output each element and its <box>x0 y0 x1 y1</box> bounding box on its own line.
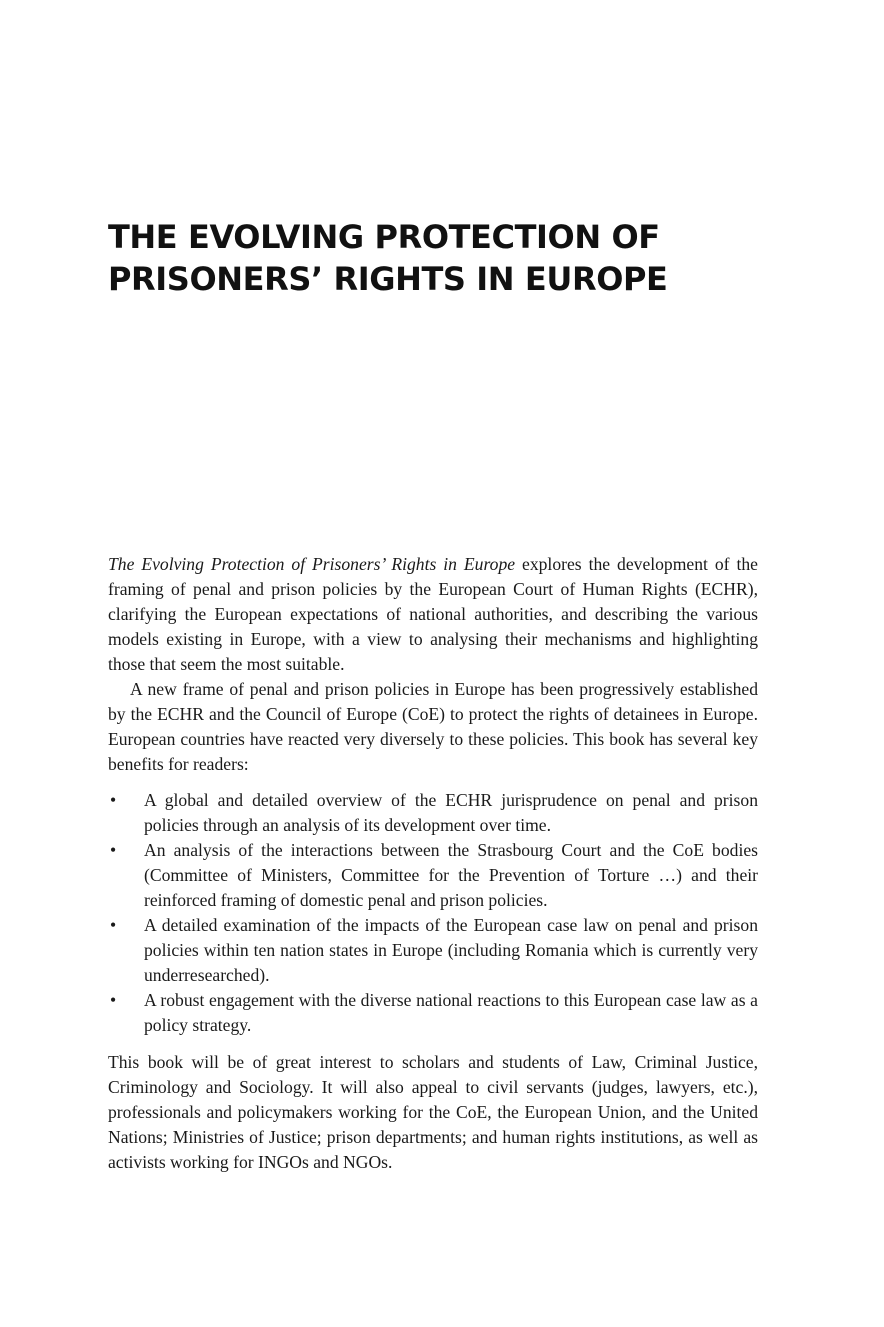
intro-paragraph <box>108 552 758 677</box>
context-paragraph: A new frame of penal and prison policies in Europe has been progressively established by the ECHR and the Council of Europe (CoE) to protect the rights of detainees in Europe. European countries have reacted very diversely to these policies. This book has several key benefits for readers: <box>108 679 758 774</box>
audience-paragraph: This book will be of great interest to scholars and students of Law, Criminal Justice, Criminology and Sociology. It will also appeal to civil servants (judges, lawyers, etc.), professionals and policymakers working for the CoE, the European Union, and the United Nations; Ministries of Justice; prison departments; and human rights institutions, as well as activists working for INGOs and NGOs. <box>108 1052 758 1172</box>
bullet-icon: • <box>110 840 117 860</box>
book-title-line-2: PRISONERS’ RIGHTS IN EUROPE <box>108 260 668 298</box>
book-title-line-1: THE EVOLVING PROTECTION OF <box>108 218 660 256</box>
bullet-icon: • <box>110 990 117 1010</box>
intro-text: explores the development of the framing of penal and prison policies by the European Court of Human Rights (ECHR), clarifying the European expectations of national authorities, and describing the various models existing in Europe, with a view to analysing their mechanisms and highlighting those that seem the most suitable. <box>108 554 758 674</box>
book-title <box>108 216 788 300</box>
intro-book-title: The Evolving Protection of Prisoners’ Rights in Europe <box>108 554 516 574</box>
list-item-text: A detailed examination of the impacts of the European case law on penal and prison policies within ten nation states in Europe (including Romania which is currently very underresearched). <box>144 915 758 985</box>
book-description <box>108 552 758 1175</box>
list-item-text: A robust engagement with the diverse national reactions to this European case law as a policy strategy. <box>144 990 758 1035</box>
list-item <box>108 788 758 838</box>
benefits-list <box>108 788 758 1038</box>
list-item <box>108 988 758 1038</box>
list-item <box>108 838 758 913</box>
bullet-icon: • <box>110 915 117 935</box>
list-item <box>108 913 758 988</box>
list-item-text: A global and detailed overview of the ECHR jurisprudence on penal and prison policies through an analysis of its development over time. <box>144 790 758 835</box>
bullet-icon: • <box>110 790 117 810</box>
list-item-text: An analysis of the interactions between the Strasbourg Court and the CoE bodies (Committee of Ministers, Committee for the Prevention of Torture …) and their reinforced framing of domestic penal and prison policies. <box>144 840 758 910</box>
